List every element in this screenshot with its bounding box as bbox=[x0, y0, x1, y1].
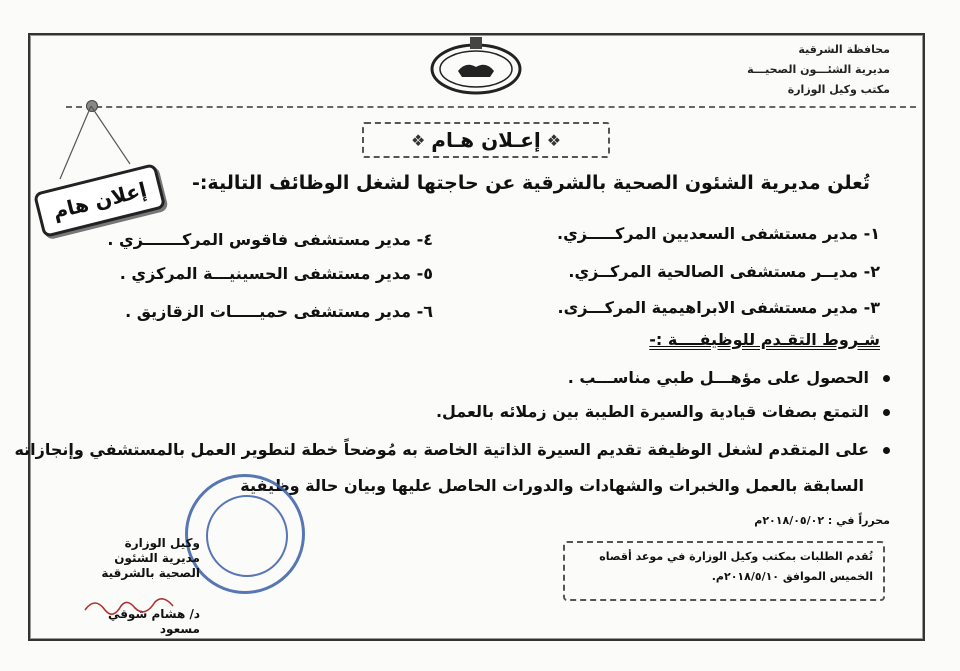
condition-item bbox=[436, 402, 890, 421]
condition-item bbox=[14, 440, 890, 459]
job-item: ٣- مدير مستشفى الابراهيمية المركـــزى. bbox=[557, 298, 880, 317]
official-stamp-icon bbox=[185, 474, 305, 594]
signature-name: د/ هشام شوقي مسعود bbox=[107, 607, 200, 636]
condition-continuation: السابقة بالعمل والخبرات والشهادات والدورات الحاصل عليها وبيان حالة وظيفية bbox=[240, 476, 864, 495]
stamp-eagle-icon bbox=[206, 495, 288, 577]
notice-line-2: الخميس الموافق ٢٠١٨/٥/١٠م. bbox=[711, 570, 873, 583]
ministry-logo-icon bbox=[428, 35, 524, 95]
job-item: ٥- مدير مستشفى الحسينيـــة المركزي . bbox=[119, 264, 433, 283]
header-governorate: محافظة الشرقية bbox=[798, 43, 890, 56]
condition-text: على المتقدم لشغل الوظيفة تقديم السيرة الذاتية الخاصة به مُوضحاً خطة لتطوير العمل بالمستشفي وإنجازاته bbox=[14, 440, 869, 459]
job-item: ١- مدير مستشفى السعديين المركـــــزي. bbox=[557, 224, 880, 243]
notice-line-1: تُقدم الطلبات بمكتب وكيل الوزارة في موعد أقصاه bbox=[599, 550, 873, 563]
bullet-icon bbox=[883, 447, 890, 454]
conditions-heading: شـروط التقـدم للوظيفــــة :- bbox=[649, 330, 880, 349]
condition-text: الحصول على مؤهـــل طبي مناســـب . bbox=[567, 368, 869, 387]
issue-date: محرراً في : ٢٠١٨/٠٥/٠٢م bbox=[754, 514, 890, 527]
condition-text: التمتع بصفات قيادية والسيرة الطيبة بين زملائه بالعمل. bbox=[435, 402, 869, 421]
signature-title: وكيل الوزارة bbox=[124, 536, 200, 550]
header-block bbox=[747, 40, 890, 100]
announcement-title bbox=[362, 122, 610, 158]
header-divider bbox=[66, 106, 916, 108]
header-directorate: مديرية الشئـــون الصحيـــة bbox=[747, 63, 890, 76]
ornament-icon: ❖ bbox=[546, 130, 562, 150]
handwritten-signature-icon bbox=[80, 590, 220, 620]
job-item: ٢- مديــر مستشفى الصالحية المركــزي. bbox=[568, 262, 880, 281]
job-item: ٤- مدير مستشفى فاقوس المركـــــــزي . bbox=[107, 230, 433, 249]
job-item: ٦- مدير مستشفى حميـــــات الزقازيق . bbox=[125, 302, 433, 321]
intro-text: تُعلن مديرية الشئون الصحية بالشرقية عن حاجتها لشغل الوظائف التالية:- bbox=[191, 172, 870, 194]
signature-block bbox=[70, 536, 200, 637]
bullet-icon bbox=[883, 409, 890, 416]
submission-notice bbox=[563, 541, 885, 601]
header-office: مكتب وكيل الوزارة bbox=[787, 83, 890, 96]
bullet-icon bbox=[883, 375, 890, 382]
condition-item bbox=[568, 368, 890, 387]
signature-directorate: مديرية الشئون الصحية بالشرقية bbox=[101, 551, 200, 580]
ornament-icon: ❖ bbox=[410, 130, 426, 150]
title-text: إعـلان هـام bbox=[431, 128, 541, 152]
sign-label: إعلان هام bbox=[33, 163, 166, 238]
